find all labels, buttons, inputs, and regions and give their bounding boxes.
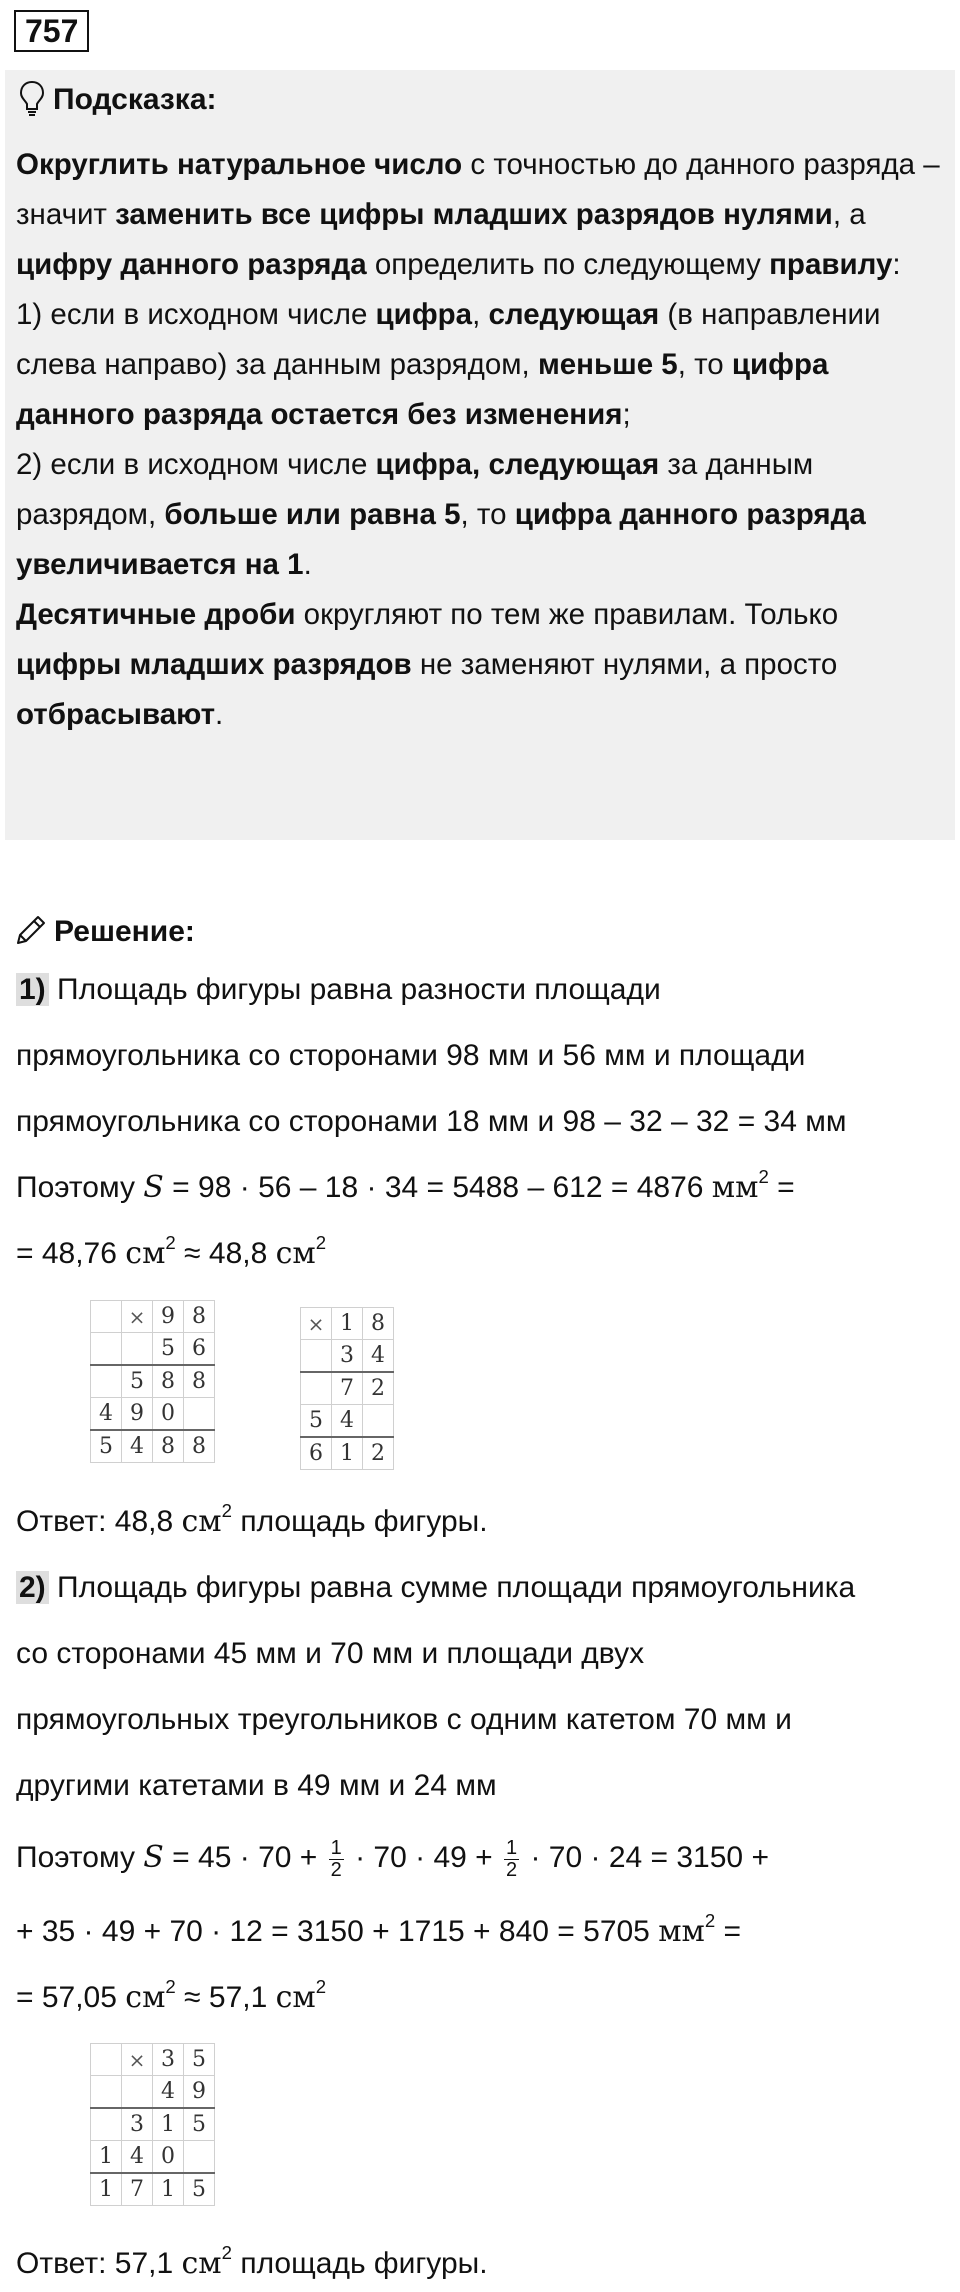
calc-cell: 4 — [153, 2076, 184, 2109]
calc-cell: 8 — [184, 1365, 215, 1398]
calc-row — [91, 1365, 215, 1398]
multiplication-98x56 — [90, 1300, 215, 1463]
calc-cell — [91, 2108, 122, 2141]
calc-cell: 7 — [332, 1372, 363, 1405]
calc-cell — [122, 2076, 153, 2109]
part2-line-4: другими катетами в 49 мм и 24 мм — [16, 1769, 497, 1802]
hint-paragraph-4: Десятичные дроби округляют по тем же правилам. Только цифры младших разрядов не заменяют нулями, а просто отбрасывают. — [16, 598, 839, 731]
calc-cell: 5 — [122, 1365, 153, 1398]
part1-line-2: прямоугольника со сторонами 98 мм и 56 мм и площади — [16, 1039, 806, 1072]
multiplication-35x49 — [90, 2043, 215, 2206]
calc-cell: 5 — [184, 2173, 215, 2206]
part1-text-1: Площадь фигуры равна разности площади — [57, 973, 661, 1006]
part1-line-3: прямоугольника со сторонами 18 мм и 98 – 32 – 32 = 34 мм — [16, 1105, 847, 1138]
part2-formula: Поэтому S = 45 · 70 + $\frac{1}{2}$ · 70 · 49 + $\frac{1}{2}$ · 70 · 24 = 3150 + — [16, 1836, 769, 1881]
hint-paragraph-2: 1) если в исходном числе цифра, следующая (в направлении слева направо) за данным разрядом, меньше 5, то цифра данного разряда остается без изменения; — [16, 298, 881, 431]
part2-line-2: со сторонами 45 мм и 70 мм и площади двух — [16, 1637, 645, 1670]
calc-cell: 4 — [122, 1430, 153, 1463]
calc-cell: 4 — [363, 1340, 394, 1373]
calc-cell — [122, 1333, 153, 1366]
part2-line-1 — [16, 1566, 855, 1610]
part2-line-3: прямоугольных треугольников с одним катетом 70 мм и — [16, 1703, 792, 1736]
calc-cell: 1 — [91, 2173, 122, 2206]
calc-row — [301, 1308, 394, 1340]
calc-cell — [184, 2141, 215, 2174]
calc-cell: 1 — [153, 2108, 184, 2141]
part2-text-1: Площадь фигуры равна сумме площади прямоугольника — [57, 1571, 856, 1604]
calc-cell: 4 — [122, 2141, 153, 2174]
calc-cell: 9 — [153, 1301, 184, 1333]
calc-row — [91, 2141, 215, 2174]
multiplication-18x34 — [300, 1307, 394, 1470]
calc-cell: 0 — [153, 2141, 184, 2174]
calc-cell: 9 — [122, 1398, 153, 1431]
lightbulb-icon — [19, 80, 45, 121]
calc-row — [301, 1340, 394, 1373]
part1-formula: Поэтому S = 98 · 56 – 18 · 34 = 5488 – 612 = 4876 $мм^2$ = — [16, 1166, 795, 1205]
solution-header — [14, 908, 195, 956]
calc-cell: 5 — [91, 1430, 122, 1463]
calc-cell: × — [301, 1308, 332, 1340]
calc-cell: 1 — [91, 2141, 122, 2174]
part2-formula-cont: + 35 · 49 + 70 · 12 = 3150 + 1715 + 840 = 5705 $мм^2$ = — [16, 1910, 742, 1949]
calc-cell: × — [122, 1301, 153, 1333]
calc-cell — [91, 2044, 122, 2076]
calc-row — [91, 1333, 215, 1366]
calc-cell: 3 — [153, 2044, 184, 2076]
hint-header — [19, 78, 217, 122]
fraction-one-half-2: $\frac{1}{2}$ — [506, 1836, 518, 1881]
part1-answer: Ответ: 48,8 $см^2$ площадь фигуры. — [16, 1500, 488, 1539]
calc-cell — [301, 1340, 332, 1373]
calc-cell: 9 — [184, 2076, 215, 2109]
calc-cell: 5 — [184, 2108, 215, 2141]
part2-number: 2) — [16, 1571, 49, 1604]
hint-box — [5, 70, 955, 840]
hint-paragraph-1: Округлить натуральное число с точностью до данного разряда – значит заменить все цифры младших разрядов нулями, а цифру данного разряда определить по следующему правилу: — [16, 148, 940, 281]
calc-cell: 2 — [363, 1372, 394, 1405]
pencil-icon — [14, 913, 48, 952]
calc-row — [301, 1372, 394, 1405]
calc-cell: 5 — [301, 1405, 332, 1438]
hint-title: Подсказка: — [53, 83, 217, 116]
calc-cell: 3 — [332, 1340, 363, 1373]
calc-cell: 8 — [363, 1308, 394, 1340]
calc-cell: 4 — [332, 1405, 363, 1438]
calc-cell — [91, 1333, 122, 1366]
part2-result: = 57,05 $см^2 \approx 57,1$ $см^2$ — [16, 1976, 327, 2015]
task-number: 757 — [14, 10, 89, 52]
calc-cell: 1 — [332, 1437, 363, 1470]
hint-text — [16, 140, 946, 740]
calc-cell — [301, 1372, 332, 1405]
calc-cell: 8 — [153, 1430, 184, 1463]
calc-cell — [184, 1398, 215, 1431]
calc-cell: 4 — [91, 1398, 122, 1431]
calc-row — [91, 1430, 215, 1463]
calc-row — [91, 1398, 215, 1431]
calc-cell: 6 — [301, 1437, 332, 1470]
calc-cell: 8 — [153, 1365, 184, 1398]
part1-line-1 — [16, 968, 661, 1012]
calc-cell: 5 — [184, 2044, 215, 2076]
calc-cell: 8 — [184, 1430, 215, 1463]
calc-cell: 0 — [153, 1398, 184, 1431]
part1-number: 1) — [16, 973, 49, 1006]
calc-cell: 5 — [153, 1333, 184, 1366]
part2-answer: Ответ: 57,1 $см^2$ площадь фигуры. — [16, 2242, 488, 2281]
calc-cell — [91, 1301, 122, 1333]
calc-cell: 1 — [332, 1308, 363, 1340]
calc-cell — [363, 1405, 394, 1438]
calc-cell — [91, 1365, 122, 1398]
calc-cell: 8 — [184, 1301, 215, 1333]
calc-row — [91, 2108, 215, 2141]
calc-row — [301, 1405, 394, 1438]
fraction-one-half: $\frac{1}{2}$ — [330, 1836, 342, 1881]
calc-row — [91, 2173, 215, 2206]
calc-row — [301, 1437, 394, 1470]
hint-paragraph-3: 2) если в исходном числе цифра, следующая за данным разрядом, больше или равна 5, то цифра данного разряда увеличивается на 1. — [16, 448, 866, 581]
calc-cell: 2 — [363, 1437, 394, 1470]
calc-cell: 1 — [153, 2173, 184, 2206]
calc-cell — [91, 2076, 122, 2109]
calc-row — [91, 1301, 215, 1333]
calc-cell: 7 — [122, 2173, 153, 2206]
calc-row — [91, 2044, 215, 2076]
calc-cell: × — [122, 2044, 153, 2076]
solution-title: Решение: — [54, 915, 195, 948]
part1-result: = 48,76 $см^2 \approx 48,8$ $см^2$ — [16, 1232, 327, 1271]
calc-cell: 3 — [122, 2108, 153, 2141]
calc-cell: 6 — [184, 1333, 215, 1366]
calc-row — [91, 2076, 215, 2109]
